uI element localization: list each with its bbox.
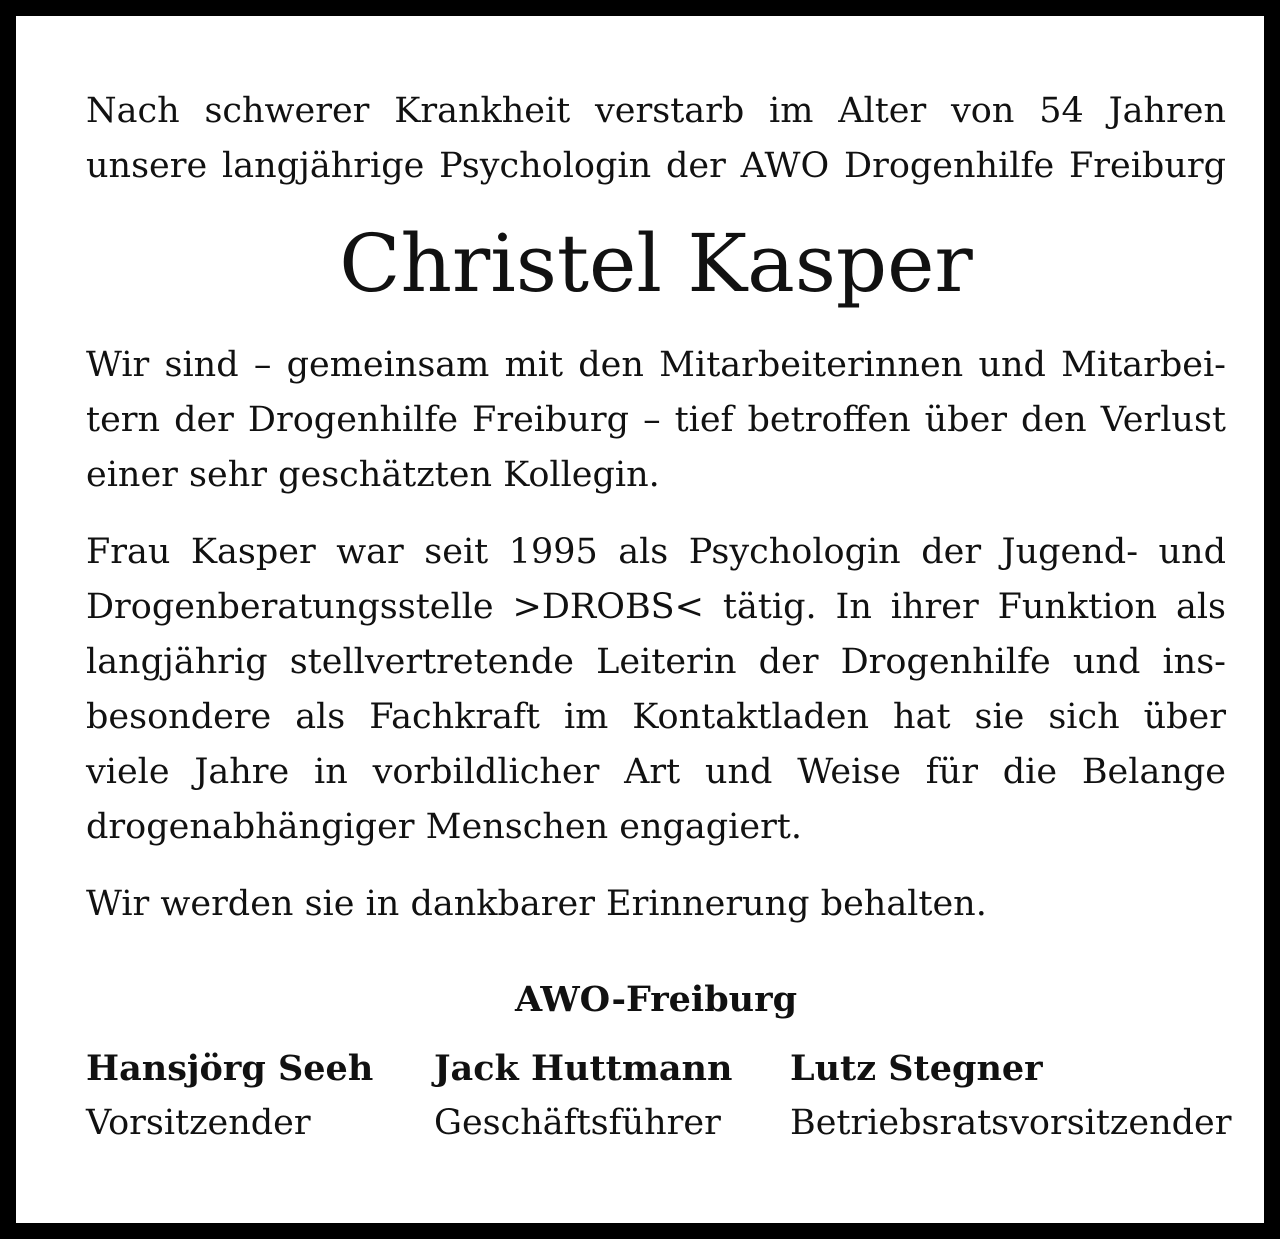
intro-text — [86, 84, 1226, 194]
signer-role: Geschäftsführer — [434, 1103, 721, 1143]
paragraph-line: Wir sind – gemeinsam mit den Mitarbeiterinnen und Mitarbei- — [86, 345, 1226, 385]
signer-name: Hansjörg Seeh — [86, 1048, 374, 1089]
signer-name: Jack Huttmann — [434, 1048, 733, 1089]
paragraph-line: einer sehr geschätzten Kollegin. — [86, 455, 660, 495]
signer — [434, 1041, 732, 1151]
signer-role: Vorsitzender — [86, 1103, 311, 1143]
paragraph-line: viele Jahre in vorbildlicher Art und Weise für die Belange — [86, 752, 1226, 792]
organization-name: AWO-Freiburg — [514, 979, 798, 1020]
paragraph-line: langjährig stellvertretende Leiterin der Drogenhilfe und ins- — [86, 642, 1226, 682]
signers-row — [86, 1041, 1232, 1161]
signer-role: Betriebsratsvorsitzender — [790, 1103, 1232, 1143]
paragraph-remembrance — [86, 877, 1226, 932]
deceased-name: Christel Kasper — [339, 217, 973, 310]
paragraph-condolence — [86, 338, 1226, 503]
paragraph-line: Drogenberatungsstelle >DROBS< tätig. In ihrer Funktion als — [86, 587, 1226, 627]
paragraph-line: besondere als Fachkraft im Kontaktladen hat sie sich über — [86, 697, 1226, 737]
paragraph-biography — [86, 525, 1226, 855]
paragraph-line: tern der Drogenhilfe Freiburg – tief betroffen über den Verlust — [86, 400, 1226, 440]
paragraph-line: Frau Kasper war seit 1995 als Psychologin der Jugend- und — [86, 532, 1226, 572]
paragraph-line: drogenabhängiger Menschen engagiert. — [86, 807, 802, 847]
intro-line: Nach schwerer Krankheit verstarb im Alter von 54 Jahren — [86, 91, 1226, 131]
notice-content — [86, 84, 1232, 1161]
signer — [790, 1041, 1231, 1151]
paragraph-line: Wir werden sie in dankbarer Erinnerung behalten. — [86, 884, 987, 924]
signer-name: Lutz Stegner — [790, 1048, 1043, 1089]
intro-line: unsere langjährige Psychologin der AWO Drogenhilfe Freiburg — [86, 146, 1226, 186]
signer — [86, 1041, 373, 1151]
